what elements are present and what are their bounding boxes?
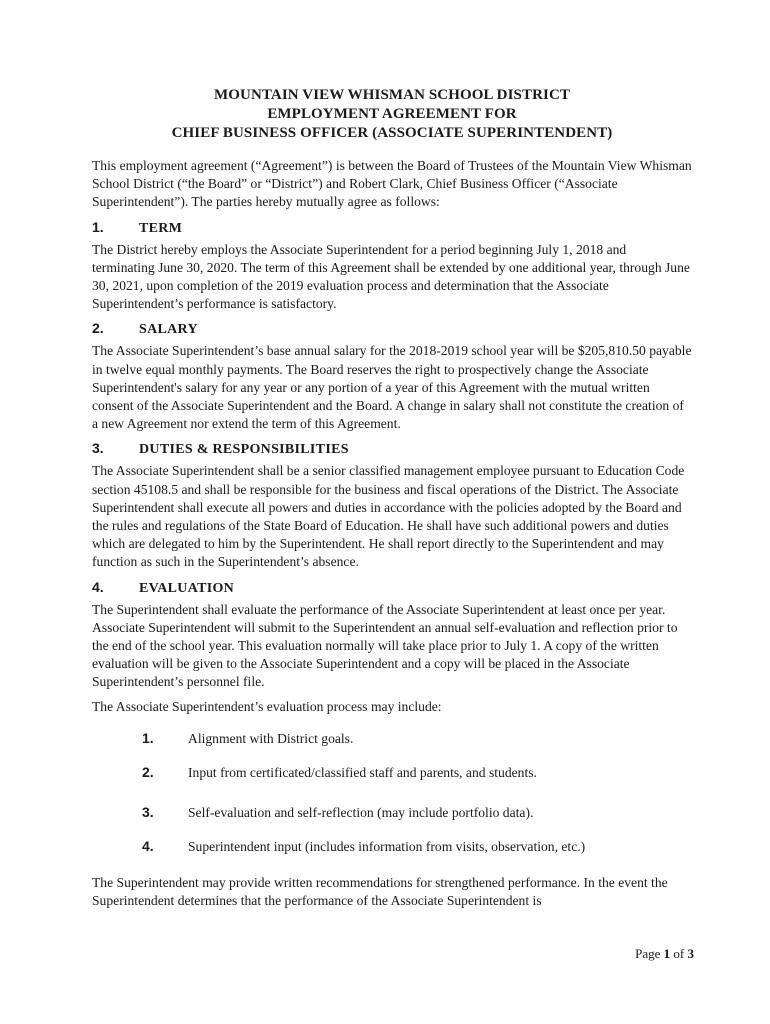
of-word: of bbox=[673, 946, 685, 961]
list-item-text: Alignment with District goals. bbox=[188, 730, 354, 746]
title-line-2: EMPLOYMENT AGREEMENT FOR bbox=[267, 106, 517, 122]
evaluation-list bbox=[92, 730, 692, 872]
list-item bbox=[142, 804, 692, 838]
page-number bbox=[635, 946, 694, 962]
list-item-number: 2. bbox=[142, 763, 154, 780]
section-title: DUTIES & RESPONSIBILITIES bbox=[139, 442, 349, 458]
page-word: Page bbox=[635, 946, 661, 961]
list-item-text: Self-evaluation and self-reflection (may include portfolio data). bbox=[188, 804, 534, 820]
section-number: 4. bbox=[92, 578, 104, 595]
section-heading-evaluation bbox=[92, 579, 692, 597]
section-title: TERM bbox=[139, 220, 183, 236]
section-number: 1. bbox=[92, 218, 104, 235]
section-number: 3. bbox=[92, 440, 104, 457]
page-current: 1 bbox=[663, 946, 671, 961]
section-body-salary: The Associate Superintendent’s base annual salary for the 2018-2019 school year will be $205,810.50 payable in twelve equal monthly payments. The Board reserves the right to prospectively change the Associate Superintendent's salary for any year or any portion of a year of this Agreement with the mutual written consent of the Associate Superintendent and the Board. A change in salary shall not constitute the creation of a new Agreement nor extend the term of this Agreement. bbox=[92, 343, 692, 432]
title-line-1: MOUNTAIN VIEW WHISMAN SCHOOL DISTRICT bbox=[214, 87, 570, 103]
section-body-duties: The Associate Superintendent shall be a senior classified management employee pursuant to Education Code section 45108.5 and shall be responsible for the business and fiscal operations of the District. The Associate Superintendent shall execute all powers and duties in accordance with the policies adopted by the Board and the rules and regulations of the State Board of Education. He shall have such additional powers and duties which are delegated to him by the Superintendent. He shall report directly to the Superintendent and may function as such in the Superintendent’s absence. bbox=[92, 463, 685, 570]
section-body-evaluation: The Superintendent shall evaluate the performance of the Associate Superintendent at least once per year. Associate Superintendent will submit to the Superintendent an annual self-evaluation and reflection prior to the end of the school year. This evaluation normally will take place prior to July 1. A copy of the written evaluation will be given to the Associate Superintendent and a copy will be placed in the Associate Superintendent’s personnel file. bbox=[92, 601, 678, 690]
evaluation-process-intro: The Associate Superintendent’s evaluation process may include: bbox=[92, 698, 442, 714]
section-heading-salary bbox=[92, 320, 692, 338]
list-item-number: 1. bbox=[142, 729, 154, 746]
section-heading-term bbox=[92, 219, 692, 237]
section-title: SALARY bbox=[139, 322, 198, 338]
page-total: 3 bbox=[687, 946, 694, 961]
list-item-text: Superintendent input (includes information from visits, observation, etc.) bbox=[188, 838, 586, 854]
section-body-term: The District hereby employs the Associate Superintendent for a period beginning July 1, 2018 and terminating June 30, 2020. The term of this Agreement shall be extended by one additional year, through June 30, 2021, upon completion of the 2019 evaluation process and determination that the Associate Superintendent’s performance is satisfactory. bbox=[92, 241, 690, 312]
section-body-evaluation-continued: The Superintendent may provide written recommendations for strengthened performance. In the event the Superintendent determines that the performance of the Associate Superintendent is bbox=[92, 874, 668, 909]
intro-paragraph: This employment agreement (“Agreement”) is between the Board of Trustees of the Mountain View Whisman School District (“the Board” or “District”) and Robert Clark, Chief Business Officer (“Associate Superintendent”). The parties hereby mutually agree as follows: bbox=[92, 158, 692, 210]
list-item bbox=[142, 764, 692, 804]
section-title: EVALUATION bbox=[139, 580, 235, 596]
document-page bbox=[92, 86, 692, 910]
title-line-3: CHIEF BUSINESS OFFICER (ASSOCIATE SUPERINTENDENT) bbox=[171, 125, 613, 141]
list-item-number: 3. bbox=[142, 803, 154, 820]
section-number: 2. bbox=[92, 320, 104, 337]
list-item-text: Input from certificated/classified staff and parents, and students. bbox=[188, 764, 537, 780]
list-item bbox=[142, 838, 692, 872]
document-title bbox=[92, 86, 692, 143]
section-heading-duties bbox=[92, 440, 692, 458]
list-item bbox=[142, 730, 692, 764]
list-item-number: 4. bbox=[142, 837, 154, 854]
